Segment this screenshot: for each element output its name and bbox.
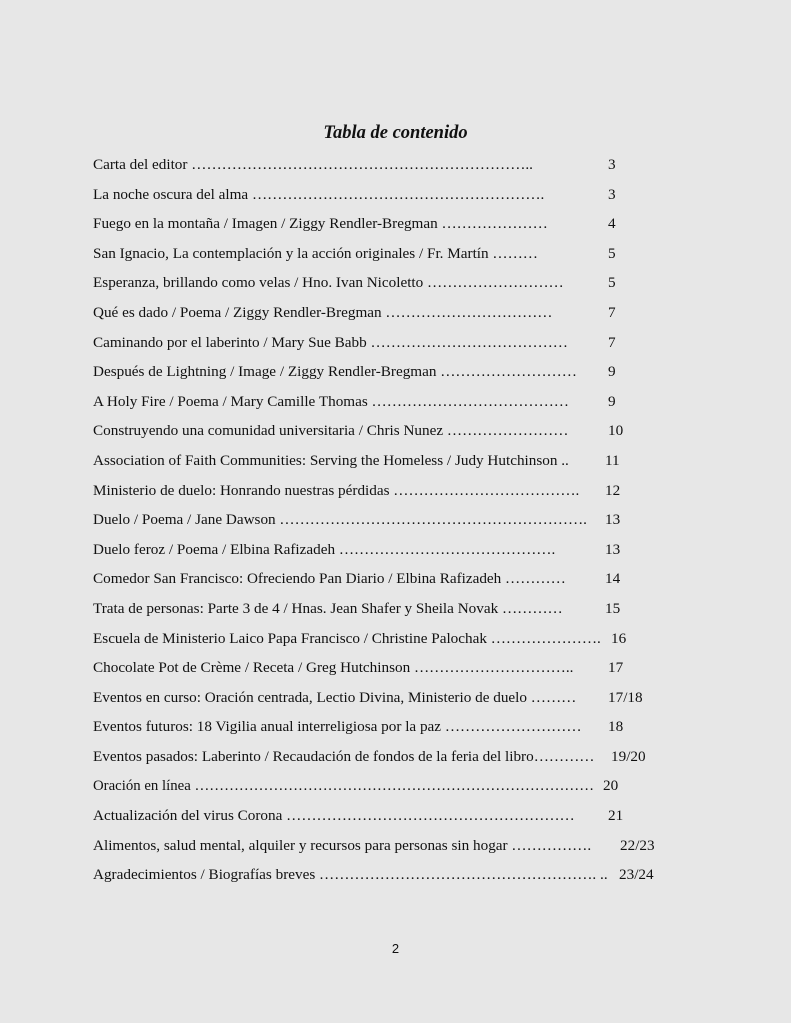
toc-entry-title: Chocolate Pot de Crème / Receta / Greg Hutchinson ………………………….. bbox=[93, 659, 574, 677]
toc-entry-title: Agradecimientos / Biografías breves ………………………………………………. .. bbox=[93, 866, 608, 884]
toc-entry-page: 22/23 bbox=[620, 836, 655, 854]
toc-entry bbox=[0, 774, 791, 804]
toc-entry-title: Association of Faith Communities: Serving the Homeless / Judy Hutchinson .. bbox=[93, 451, 569, 469]
toc-entry-title: Actualización del virus Corona ………………………………………………… bbox=[93, 807, 575, 825]
toc-entry bbox=[0, 597, 791, 627]
toc-entry bbox=[0, 301, 791, 331]
toc-entry-page: 3 bbox=[608, 185, 616, 203]
toc-entry-title: Duelo feroz / Poema / Elbina Rafizadeh ……………………………………. bbox=[93, 540, 556, 558]
toc-entry-page: 11 bbox=[605, 451, 620, 469]
toc-entry-page: 17/18 bbox=[608, 688, 643, 706]
toc-entry-page: 20 bbox=[603, 777, 619, 795]
toc-entry-title: San Ignacio, La contemplación y la acción originales / Fr. Martín ……… bbox=[93, 244, 538, 262]
toc-entry bbox=[0, 686, 791, 716]
toc-entry-title: Comedor San Francisco: Ofreciendo Pan Diario / Elbina Rafizadeh ………… bbox=[93, 570, 566, 588]
toc-entry bbox=[0, 271, 791, 301]
toc-entry bbox=[0, 183, 791, 213]
table-of-contents bbox=[0, 153, 791, 893]
toc-entry-title: Alimentos, salud mental, alquiler y recursos para personas sin hogar ……………. bbox=[93, 836, 592, 854]
toc-entry-page: 23/24 bbox=[619, 866, 654, 884]
toc-entry-title: Trata de personas: Parte 3 de 4 / Hnas. Jean Shafer y Sheila Novak ………… bbox=[93, 599, 563, 617]
toc-entry-title: Duelo / Poema / Jane Dawson ……………………………………………………. bbox=[93, 511, 587, 529]
toc-entry-page: 13 bbox=[605, 511, 621, 529]
toc-entry-title: Esperanza, brillando como velas / Hno. Ivan Nicoletto ……………………… bbox=[93, 274, 564, 292]
toc-entry-page: 21 bbox=[608, 807, 624, 825]
toc-entry bbox=[0, 242, 791, 272]
toc-entry bbox=[0, 212, 791, 242]
toc-entry bbox=[0, 390, 791, 420]
toc-entry-page: 9 bbox=[608, 363, 616, 381]
toc-entry bbox=[0, 331, 791, 361]
toc-entry bbox=[0, 656, 791, 686]
toc-entry-page: 5 bbox=[608, 274, 616, 292]
toc-entry-title: Caminando por el laberinto / Mary Sue Babb ………………………………… bbox=[93, 333, 568, 351]
toc-entry-page: 14 bbox=[605, 570, 621, 588]
toc-entry-page: 19/20 bbox=[611, 747, 646, 765]
toc-entry bbox=[0, 745, 791, 775]
toc-entry bbox=[0, 715, 791, 745]
page-number: 2 bbox=[391, 941, 400, 956]
toc-entry-page: 9 bbox=[608, 392, 616, 410]
toc-entry bbox=[0, 419, 791, 449]
toc-entry-title: Ministerio de duelo: Honrando nuestras pérdidas ………………………………. bbox=[93, 481, 580, 499]
toc-entry-title: A Holy Fire / Poema / Mary Camille Thomas ………………………………… bbox=[93, 392, 569, 410]
toc-entry-title: Escuela de Ministerio Laico Papa Francisco / Christine Palochak …………………. bbox=[93, 629, 601, 647]
toc-entry-title: Qué es dado / Poema / Ziggy Rendler-Bregman …………………………… bbox=[93, 303, 553, 321]
toc-entry-page: 13 bbox=[605, 540, 621, 558]
toc-entry bbox=[0, 834, 791, 864]
toc-entry-page: 18 bbox=[608, 718, 624, 736]
toc-entry bbox=[0, 153, 791, 183]
toc-entry-page: 17 bbox=[608, 659, 624, 677]
toc-entry bbox=[0, 449, 791, 479]
toc-entry-page: 7 bbox=[608, 333, 616, 351]
toc-entry bbox=[0, 538, 791, 568]
toc-title: Tabla de contenido bbox=[323, 123, 468, 143]
toc-entry-page: 5 bbox=[608, 244, 616, 262]
toc-entry bbox=[0, 479, 791, 509]
toc-entry-page: 3 bbox=[608, 156, 616, 173]
toc-entry-page: 12 bbox=[605, 481, 621, 499]
toc-entry-title: La noche oscura del alma …………………………………………………. bbox=[93, 185, 545, 203]
toc-entry-page: 7 bbox=[608, 303, 616, 321]
toc-entry bbox=[0, 508, 791, 538]
toc-entry-title: Eventos en curso: Oración centrada, Lectio Divina, Ministerio de duelo ……… bbox=[93, 688, 577, 706]
toc-entry bbox=[0, 804, 791, 834]
toc-entry-title: Construyendo una comunidad universitaria / Chris Nunez …………………… bbox=[93, 422, 569, 440]
toc-entry-title: Eventos pasados: Laberinto / Recaudación de fondos de la feria del libro………… bbox=[93, 747, 595, 765]
toc-entry-title: Oración en línea ……………………………………………………………………… bbox=[93, 778, 594, 795]
toc-entry-title: Después de Lightning / Image / Ziggy Rendler-Bregman ……………………… bbox=[93, 363, 577, 381]
toc-entry-title: Carta del editor ………………………………………………………….. bbox=[93, 156, 533, 173]
toc-entry bbox=[0, 360, 791, 390]
toc-entry bbox=[0, 567, 791, 597]
toc-entry-page: 15 bbox=[605, 599, 621, 617]
toc-entry-page: 10 bbox=[608, 422, 624, 440]
toc-entry bbox=[0, 863, 791, 893]
toc-entry bbox=[0, 627, 791, 657]
toc-entry-page: 4 bbox=[608, 215, 616, 233]
toc-entry-title: Eventos futuros: 18 Vigilia anual interreligiosa por la paz ……………………… bbox=[93, 718, 582, 736]
toc-entry-page: 16 bbox=[611, 629, 627, 647]
toc-entry-title: Fuego en la montaña / Imagen / Ziggy Rendler-Bregman ………………… bbox=[93, 215, 548, 233]
